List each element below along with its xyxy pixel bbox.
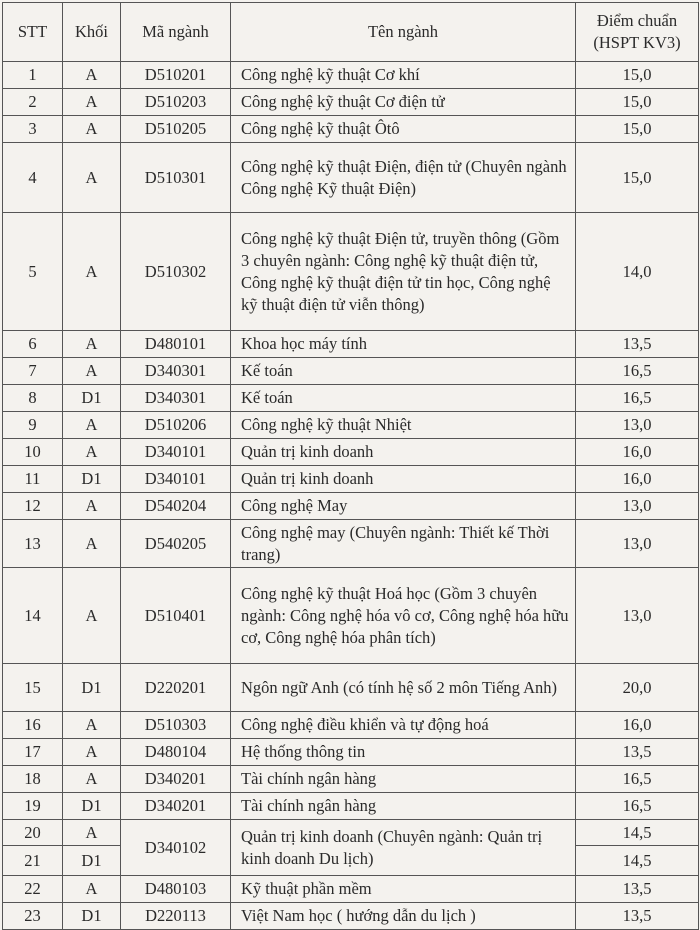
- cell-diem: 15,0: [576, 116, 699, 143]
- cell-ten-nganh: Công nghệ kỹ thuật Điện tử, truyền thông (Gồm 3 chuyên ngành: Công nghệ kỹ thuật điện tử, Công nghệ kỹ thuật điện tử tin học, Công nghệ kỹ thuật điện tử viễn thông): [231, 213, 576, 331]
- cell-khoi: D1: [63, 793, 121, 820]
- cell-khoi: A: [63, 116, 121, 143]
- cell-ma-nganh: D340201: [121, 793, 231, 820]
- cell-khoi: D1: [63, 385, 121, 412]
- table-row: [3, 116, 699, 143]
- cell-diem: 13,5: [576, 876, 699, 903]
- cell-ma-nganh: D510206: [121, 412, 231, 439]
- table-row: [3, 439, 699, 466]
- cell-stt: 21: [3, 846, 63, 876]
- cell-khoi: A: [63, 358, 121, 385]
- table-row: [3, 143, 699, 213]
- cell-stt: 18: [3, 766, 63, 793]
- cell-khoi: A: [63, 766, 121, 793]
- cell-ten-nganh: Việt Nam học ( hướng dẫn du lịch ): [231, 903, 576, 930]
- cell-ten-nganh: Công nghệ điều khiển và tự động hoá: [231, 712, 576, 739]
- cell-stt: 6: [3, 331, 63, 358]
- cell-ten-nganh: Tài chính ngân hàng: [231, 766, 576, 793]
- cell-diem: 15,0: [576, 62, 699, 89]
- table-row: [3, 213, 699, 331]
- cell-ma-nganh: D340101: [121, 439, 231, 466]
- table-row: [3, 493, 699, 520]
- cell-ma-nganh: D340301: [121, 358, 231, 385]
- cell-diem: 16,5: [576, 766, 699, 793]
- cell-stt: 2: [3, 89, 63, 116]
- cell-ten-nganh: Công nghệ kỹ thuật Điện, điện tử (Chuyên ngành Công nghệ Kỹ thuật Điện): [231, 143, 576, 213]
- cell-khoi: D1: [63, 846, 121, 876]
- cell-stt: 10: [3, 439, 63, 466]
- header-ten-nganh: Tên ngành: [231, 3, 576, 62]
- cell-stt: 5: [3, 213, 63, 331]
- table-row: [3, 820, 699, 846]
- cell-khoi: A: [63, 712, 121, 739]
- cell-khoi: A: [63, 62, 121, 89]
- cell-ten-nganh: Quản trị kinh doanh: [231, 466, 576, 493]
- table-row: [3, 466, 699, 493]
- cell-diem: 15,0: [576, 89, 699, 116]
- cell-stt: 4: [3, 143, 63, 213]
- cell-ma-nganh: D510203: [121, 89, 231, 116]
- cell-ten-nganh: Công nghệ May: [231, 493, 576, 520]
- cell-khoi: A: [63, 331, 121, 358]
- cell-ma-nganh: D510201: [121, 62, 231, 89]
- cell-diem: 16,0: [576, 712, 699, 739]
- header-khoi: Khối: [63, 3, 121, 62]
- cell-khoi: A: [63, 213, 121, 331]
- cell-diem: 13,0: [576, 412, 699, 439]
- cell-ten-nganh: Quản trị kinh doanh (Chuyên ngành: Quản trị kinh doanh Du lịch): [231, 820, 576, 876]
- cell-ma-nganh: D480104: [121, 739, 231, 766]
- cell-stt: 12: [3, 493, 63, 520]
- cell-stt: 15: [3, 664, 63, 712]
- cell-diem: 13,5: [576, 739, 699, 766]
- cell-ten-nganh: Hệ thống thông tin: [231, 739, 576, 766]
- cell-khoi: A: [63, 493, 121, 520]
- cell-khoi: A: [63, 412, 121, 439]
- cell-ma-nganh: D340101: [121, 466, 231, 493]
- cell-ma-nganh: D510303: [121, 712, 231, 739]
- cell-ten-nganh: Công nghệ kỹ thuật Ôtô: [231, 116, 576, 143]
- cell-diem: 13,5: [576, 903, 699, 930]
- cell-diem: 16,0: [576, 439, 699, 466]
- cell-khoi: A: [63, 143, 121, 213]
- cell-khoi: A: [63, 439, 121, 466]
- cell-ma-nganh: D480101: [121, 331, 231, 358]
- cell-stt: 23: [3, 903, 63, 930]
- table-row: [3, 664, 699, 712]
- cell-stt: 16: [3, 712, 63, 739]
- cell-khoi: A: [63, 876, 121, 903]
- cell-stt: 20: [3, 820, 63, 846]
- cell-ten-nganh: Kỹ thuật phần mềm: [231, 876, 576, 903]
- cell-stt: 11: [3, 466, 63, 493]
- cell-khoi: A: [63, 520, 121, 568]
- cell-diem: 16,5: [576, 385, 699, 412]
- cell-diem: 15,0: [576, 143, 699, 213]
- cell-stt: 8: [3, 385, 63, 412]
- table-row: [3, 520, 699, 568]
- cell-ten-nganh: Công nghệ kỹ thuật Cơ điện tử: [231, 89, 576, 116]
- cell-ma-nganh: D510205: [121, 116, 231, 143]
- cell-diem: 14,5: [576, 846, 699, 876]
- table-row: [3, 793, 699, 820]
- cell-ma-nganh: D220113: [121, 903, 231, 930]
- table-row: [3, 739, 699, 766]
- cell-ten-nganh: Công nghệ kỹ thuật Cơ khí: [231, 62, 576, 89]
- cell-ma-nganh: D510302: [121, 213, 231, 331]
- cell-stt: 22: [3, 876, 63, 903]
- cell-stt: 13: [3, 520, 63, 568]
- cell-stt: 7: [3, 358, 63, 385]
- table-row: [3, 89, 699, 116]
- admission-scores-table: [2, 2, 699, 930]
- cell-khoi: A: [63, 89, 121, 116]
- cell-ten-nganh: Tài chính ngân hàng: [231, 793, 576, 820]
- cell-diem: 16,5: [576, 793, 699, 820]
- header-stt: STT: [3, 3, 63, 62]
- header-row: [3, 3, 699, 62]
- cell-ten-nganh: Ngôn ngữ Anh (có tính hệ số 2 môn Tiếng Anh): [231, 664, 576, 712]
- cell-diem: 13,0: [576, 520, 699, 568]
- cell-diem: 16,0: [576, 466, 699, 493]
- cell-ma-nganh: D340301: [121, 385, 231, 412]
- cell-ten-nganh: Công nghệ may (Chuyên ngành: Thiết kế Thời trang): [231, 520, 576, 568]
- header-diem-chuan: Điểm chuẩn (HSPT KV3): [576, 3, 699, 62]
- cell-ten-nganh: Công nghệ kỹ thuật Hoá học (Gồm 3 chuyên ngành: Công nghệ hóa vô cơ, Công nghệ hóa hữu cơ, Công nghệ hóa phân tích): [231, 568, 576, 664]
- cell-diem: 13,0: [576, 568, 699, 664]
- cell-ma-nganh: D510301: [121, 143, 231, 213]
- table-row: [3, 412, 699, 439]
- table-row: [3, 876, 699, 903]
- cell-stt: 19: [3, 793, 63, 820]
- table-row: [3, 712, 699, 739]
- cell-ten-nganh: Kế toán: [231, 385, 576, 412]
- cell-diem: 20,0: [576, 664, 699, 712]
- table-row: [3, 568, 699, 664]
- table-row: [3, 62, 699, 89]
- header-ma-nganh: Mã ngành: [121, 3, 231, 62]
- cell-stt: 17: [3, 739, 63, 766]
- cell-diem: 13,0: [576, 493, 699, 520]
- cell-khoi: A: [63, 568, 121, 664]
- cell-ma-nganh: D340201: [121, 766, 231, 793]
- table-row: [3, 331, 699, 358]
- cell-ten-nganh: Công nghệ kỹ thuật Nhiệt: [231, 412, 576, 439]
- cell-ma-nganh: D480103: [121, 876, 231, 903]
- cell-stt: 9: [3, 412, 63, 439]
- cell-ma-nganh: D540205: [121, 520, 231, 568]
- cell-stt: 1: [3, 62, 63, 89]
- cell-stt: 3: [3, 116, 63, 143]
- table-row: [3, 766, 699, 793]
- cell-diem: 13,5: [576, 331, 699, 358]
- cell-ten-nganh: Quản trị kinh doanh: [231, 439, 576, 466]
- cell-ten-nganh: Kế toán: [231, 358, 576, 385]
- cell-ma-nganh: D220201: [121, 664, 231, 712]
- cell-khoi: D1: [63, 466, 121, 493]
- cell-ma-nganh: D340102: [121, 820, 231, 876]
- cell-khoi: A: [63, 739, 121, 766]
- cell-diem: 14,5: [576, 820, 699, 846]
- cell-diem: 14,0: [576, 213, 699, 331]
- cell-ma-nganh: D510401: [121, 568, 231, 664]
- cell-stt: 14: [3, 568, 63, 664]
- table-row: [3, 358, 699, 385]
- table-row: [3, 903, 699, 930]
- cell-khoi: D1: [63, 903, 121, 930]
- cell-khoi: A: [63, 820, 121, 846]
- cell-diem: 16,5: [576, 358, 699, 385]
- table-row: [3, 385, 699, 412]
- cell-ma-nganh: D540204: [121, 493, 231, 520]
- cell-khoi: D1: [63, 664, 121, 712]
- cell-ten-nganh: Khoa học máy tính: [231, 331, 576, 358]
